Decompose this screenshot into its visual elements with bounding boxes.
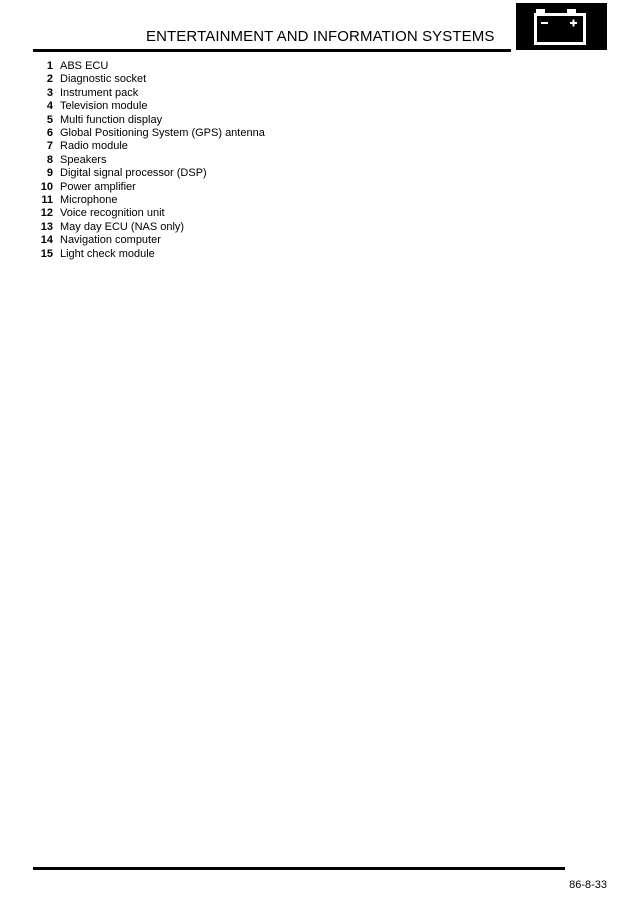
legend-item [33, 60, 265, 73]
legend-label: Speakers [60, 153, 107, 166]
legend-item [33, 140, 265, 153]
legend-number: 3 [46, 86, 53, 99]
legend-item [33, 248, 265, 261]
legend-number: 7 [46, 140, 53, 153]
legend-item [33, 127, 265, 140]
legend-label: Diagnostic socket [60, 73, 147, 86]
legend-number: 5 [46, 113, 53, 126]
header-divider [33, 49, 511, 52]
legend-number: 12 [40, 207, 53, 220]
legend-label: Voice recognition unit [60, 207, 165, 220]
legend-label: Instrument pack [60, 86, 139, 99]
legend-label: Navigation computer [60, 234, 161, 247]
legend-item [33, 100, 265, 113]
legend-number: 13 [40, 220, 53, 233]
footer-divider [33, 867, 565, 870]
legend-item [33, 114, 265, 127]
legend-label: Power amplifier [60, 180, 136, 193]
legend-label: Radio module [60, 140, 128, 153]
legend-number: 11 [41, 194, 53, 207]
legend-label: Global Positioning System (GPS) antenna [60, 127, 265, 140]
legend-label: Multi function display [60, 113, 163, 126]
legend-label: Digital signal processor (DSP) [60, 167, 207, 180]
battery-icon [516, 3, 607, 50]
section-badge [516, 3, 607, 50]
legend-number: 4 [46, 100, 53, 113]
legend-label: Television module [60, 100, 148, 113]
legend-item [33, 221, 265, 234]
legend-label: Light check module [60, 247, 155, 260]
component-legend [33, 60, 265, 261]
legend-item [33, 73, 265, 86]
legend-label: May day ECU (NAS only) [60, 220, 185, 233]
legend-number: 14 [40, 234, 53, 247]
legend-label: ABS ECU [60, 60, 109, 72]
legend-label: Microphone [60, 194, 118, 207]
legend-item [33, 154, 265, 167]
legend-number: 1 [46, 60, 53, 72]
legend-item [33, 207, 265, 220]
legend-number: 15 [40, 247, 53, 260]
page-number: 86-8-33 [569, 879, 607, 891]
legend-item [33, 181, 265, 194]
legend-item [33, 234, 265, 247]
legend-item [33, 167, 265, 180]
legend-number: 8 [46, 153, 53, 166]
legend-number: 10 [40, 180, 53, 193]
page-title: ENTERTAINMENT AND INFORMATION SYSTEMS [146, 28, 495, 45]
legend-number: 2 [46, 73, 53, 86]
legend-item [33, 194, 265, 207]
legend-item [33, 87, 265, 100]
legend-number: 6 [46, 127, 53, 140]
legend-number: 9 [46, 167, 53, 180]
